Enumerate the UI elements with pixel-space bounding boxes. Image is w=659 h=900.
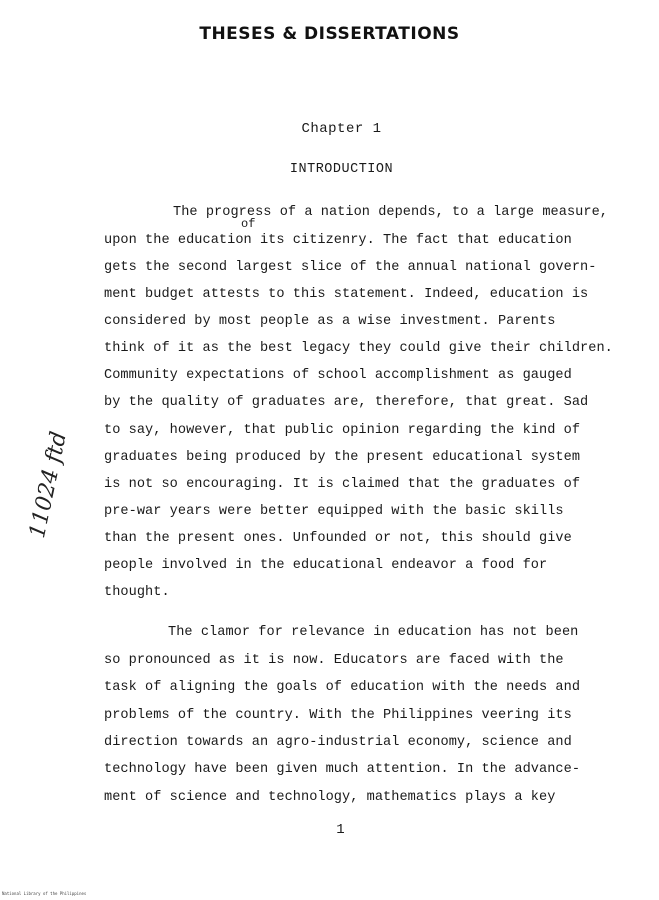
text-line: The clamor for relevance in education has not been bbox=[168, 625, 579, 640]
text-line: thought. bbox=[104, 585, 170, 600]
text-line: upon the education its citizenry. The fact that education bbox=[104, 233, 572, 248]
text-line: ment budget attests to this statement. Indeed, education is bbox=[104, 287, 589, 302]
text-line: technology have been given much attention. In the advance- bbox=[104, 762, 581, 777]
svg-text:11024 ftd: 11024 ftd bbox=[25, 429, 72, 541]
chapter-title: INTRODUCTION bbox=[289, 162, 394, 177]
text-line: problems of the country. With the Philippines veering its bbox=[104, 708, 572, 723]
page-number: 1 bbox=[336, 822, 345, 838]
text-line: is not so encouraging. It is claimed that the graduates of bbox=[104, 477, 581, 492]
footer-credit: National Library of the Philippines bbox=[2, 891, 87, 896]
text-line: people involved in the educational endeavor a food for bbox=[104, 558, 548, 573]
theses-dissertations-stamp: THESES & DISSERTATIONS bbox=[199, 24, 460, 44]
text-line: task of aligning the goals of education with the needs and bbox=[104, 680, 581, 695]
handwritten-insertion: of bbox=[241, 217, 256, 231]
text-line: so pronounced as it is now. Educators are faced with the bbox=[104, 653, 564, 668]
chapter-label: Chapter 1 bbox=[301, 121, 382, 137]
text-line: direction towards an agro-industrial economy, science and bbox=[104, 735, 572, 750]
text-line: pre-war years were better equipped with the basic skills bbox=[104, 504, 564, 519]
text-line: by the quality of graduates are, therefore, that great. Sad bbox=[104, 395, 589, 410]
text-line: considered by most people as a wise investment. Parents bbox=[104, 314, 556, 329]
text-line: than the present ones. Unfounded or not, this should give bbox=[104, 531, 572, 546]
text-line: graduates being produced by the present educational system bbox=[104, 450, 581, 465]
handwritten-margin-note bbox=[14, 420, 84, 550]
text-line: to say, however, that public opinion regarding the kind of bbox=[104, 423, 581, 438]
text-line: The progress of a nation depends, to a large measure, bbox=[173, 205, 609, 220]
text-line: ment of science and technology, mathematics plays a key bbox=[104, 790, 556, 805]
text-line: think of it as the best legacy they could give their children. bbox=[104, 341, 613, 356]
text-line: Community expectations of school accomplishment as gauged bbox=[104, 368, 572, 383]
text-line: gets the second largest slice of the annual national govern- bbox=[104, 260, 597, 275]
